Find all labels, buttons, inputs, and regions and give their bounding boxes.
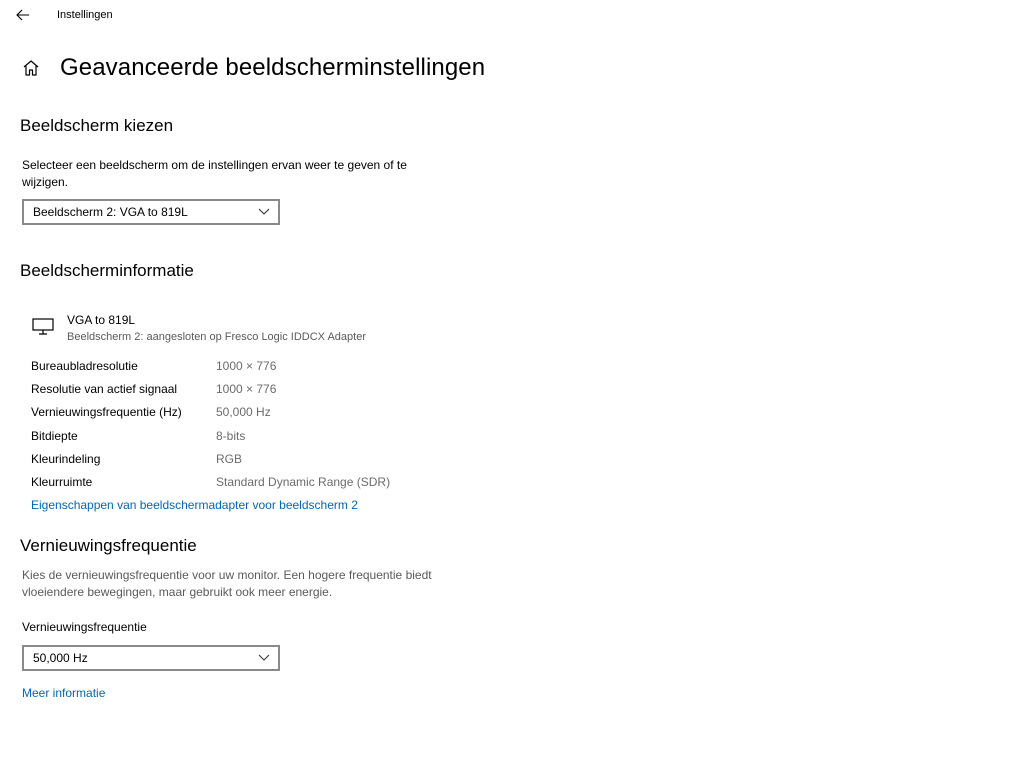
info-label: Vernieuwingsfrequentie (Hz) xyxy=(31,405,182,419)
more-info-link[interactable]: Meer informatie xyxy=(22,686,106,700)
refresh-rate-description: Kies de vernieuwingsfrequentie voor uw monitor. Een hogere frequentie biedt vloeiendere bewegingen, maar gebruikt ook meer energie. xyxy=(22,568,432,599)
refresh-rate-value: 50,000 Hz xyxy=(33,651,88,665)
monitor-icon xyxy=(31,316,55,336)
display-select-value: Beeldscherm 2: VGA to 819L xyxy=(33,205,188,219)
page-title: Geavanceerde beeldscherminstellingen xyxy=(60,54,486,81)
info-row-bit-depth xyxy=(31,429,531,447)
info-label: Resolutie van actief signaal xyxy=(31,382,178,396)
info-value: RGB xyxy=(216,452,243,466)
info-label: Bureaubladresolutie xyxy=(31,359,138,373)
chevron-down-icon xyxy=(257,652,271,664)
refresh-rate-heading: Vernieuwingsfrequentie xyxy=(20,536,197,555)
page-header xyxy=(20,52,485,84)
adapter-properties-link[interactable]: Eigenschappen van beeldschermadapter voor beeldscherm 2 xyxy=(31,498,358,512)
monitor-name: VGA to 819L xyxy=(67,313,136,327)
info-value: 8-bits xyxy=(216,429,246,443)
arrow-left-icon xyxy=(16,9,30,21)
chevron-down-icon xyxy=(257,206,271,218)
info-label: Kleurruimte xyxy=(31,475,93,489)
back-button[interactable] xyxy=(12,4,34,26)
title-bar xyxy=(0,0,1032,32)
info-row-desktop-resolution xyxy=(31,359,531,377)
display-info-heading: Beeldscherminformatie xyxy=(20,261,194,280)
info-label: Bitdiepte xyxy=(31,429,78,443)
home-icon[interactable] xyxy=(20,57,42,79)
info-value: Standard Dynamic Range (SDR) xyxy=(216,475,391,489)
choose-display-heading: Beeldscherm kiezen xyxy=(20,116,174,135)
choose-display-description: Selecteer een beeldscherm om de instellingen ervan weer te geven of te wijzigen. xyxy=(22,158,407,189)
info-row-refresh-rate xyxy=(31,405,531,423)
info-value: 50,000 Hz xyxy=(216,405,271,419)
info-label: Kleurindeling xyxy=(31,452,101,466)
info-value: 1000 × 776 xyxy=(216,382,277,396)
info-row-color-space xyxy=(31,475,531,493)
window-title: Instellingen xyxy=(57,9,113,21)
info-value: 1000 × 776 xyxy=(216,359,277,373)
display-select-dropdown[interactable] xyxy=(22,199,280,225)
info-row-active-signal-resolution xyxy=(31,382,531,400)
monitor-connection: Beeldscherm 2: aangesloten op Fresco Logic IDDCX Adapter xyxy=(67,331,366,343)
refresh-rate-dropdown[interactable] xyxy=(22,645,280,671)
info-row-color-format xyxy=(31,452,531,470)
refresh-rate-field-label: Vernieuwingsfrequentie xyxy=(22,620,147,634)
